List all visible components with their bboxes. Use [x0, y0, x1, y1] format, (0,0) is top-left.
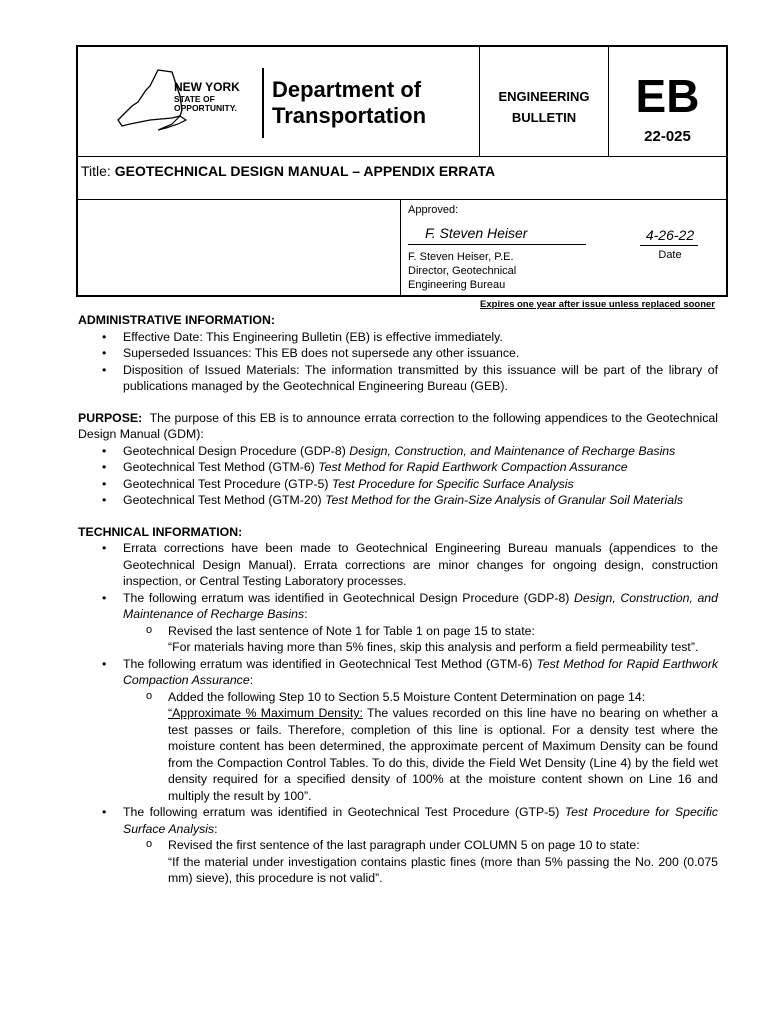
- sub-item-lead: o Revised the last sentence of Note 1 for Table 1 on page 15 to state:: [168, 623, 535, 638]
- logo-opportunity: OPPORTUNITY.: [174, 103, 237, 113]
- sub-item-quote: “For materials having more than 5% fines, skip this analysis and perform a field permeability test”.: [168, 640, 699, 654]
- list-item: [78, 443, 718, 460]
- divider: [76, 156, 728, 157]
- sub-item-quote: [168, 705, 718, 804]
- title-row: [81, 163, 495, 179]
- purpose-list: [78, 443, 718, 509]
- list-item: [78, 476, 718, 493]
- admin-heading: ADMINISTRATIVE INFORMATION:: [78, 313, 275, 327]
- list-item: [78, 459, 718, 476]
- eb-number: 22-025: [644, 128, 691, 145]
- purpose-text: The purpose of this EB is to announce errata correction to the following appendices to the Geotechnical Design Manual (GDM):: [78, 410, 718, 441]
- sub-item-quote: “If the material under investigation contains plastic fines (more than 5% passing the No. 200 (0.075 mm) sieve), this procedure is not valid”.: [168, 854, 718, 885]
- date-label: Date: [658, 249, 682, 261]
- item-suffix: :: [304, 607, 308, 621]
- signature-line: [408, 244, 586, 245]
- sub-list-item: [78, 623, 718, 656]
- eb-label: EB: [635, 70, 700, 122]
- signer-title1: Director, Geotechnical: [408, 265, 517, 277]
- list-item: [78, 492, 718, 509]
- dept-line1: Department of: [272, 77, 422, 102]
- date-line: [640, 245, 698, 246]
- item-prefix: The following erratum was identified in Geotechnical Design Procedure (GDP-8): [123, 590, 575, 605]
- title-value: GEOTECHNICAL DESIGN MANUAL – APPENDIX ERRATA: [114, 163, 496, 179]
- approval-date: 4-26-22: [645, 227, 695, 243]
- item-suffix: :: [214, 821, 218, 836]
- sub-item-lead: o Revised the first sentence of the last paragraph under COLUMN 5 on page 10 to state:: [168, 838, 640, 852]
- signature: F. Steven Heiser: [425, 225, 528, 241]
- logo-separator: [262, 68, 264, 138]
- item-title: Test Method for Rapid Earthwork Compaction Assurance: [123, 656, 718, 687]
- list-item: • Effective Date: This Engineering Bulletin (EB) is effective immediately.: [78, 329, 718, 346]
- divider: [400, 199, 401, 297]
- list-item: • Errata corrections have been made to Geotechnical Engineering Bureau manuals (appendices to the Geotechnical Design Manual). Errata corrections are minor changes for ongoing design, construction inspection, or Central Testing Laboratory processes.: [78, 540, 718, 590]
- signer-name: F. Steven Heiser, P.E.: [408, 251, 514, 263]
- item-prefix: The following erratum was identified in Geotechnical Test Procedure (GTP-5): [123, 805, 565, 819]
- item-prefix: Geotechnical Test Procedure (GTP-5): [123, 476, 332, 491]
- engineering-label: ENGINEERING: [498, 89, 590, 104]
- admin-list: [78, 329, 718, 395]
- item-prefix: Geotechnical Design Procedure (GDP-8): [123, 443, 350, 458]
- item-title: Test Procedure for Specific Surface Analysis: [331, 476, 574, 491]
- sub-list-item: [78, 837, 718, 887]
- logo-state-of: STATE OF: [174, 94, 215, 104]
- sub-item-lead: o Added the following Step 10 to Section 5.5 Moisture Content Determination on page 14:: [168, 689, 646, 704]
- item-title: Test Procedure for Specific Surface Analysis: [123, 805, 718, 836]
- expires-note: Expires one year after issue unless replaced sooner: [480, 299, 715, 310]
- title-label: Title:: [81, 163, 115, 179]
- item-title: Design, Construction, and Maintenance of Recharge Basins: [123, 590, 718, 621]
- item-suffix: :: [249, 673, 254, 687]
- item-title: Design, Construction, and Maintenance of Recharge Basins: [349, 443, 676, 458]
- divider: [76, 199, 728, 200]
- list-item: [78, 804, 718, 837]
- purpose-paragraph: [78, 410, 718, 443]
- list-item: • Disposition of Issued Materials: The information transmitted by this issuance will be part of the library of publications managed by the Geotechnical Engineering Bureau (GEB).: [78, 362, 718, 395]
- technical-heading: TECHNICAL INFORMATION:: [78, 524, 243, 539]
- dept-line2: Transportation: [272, 103, 427, 128]
- purpose-heading: PURPOSE:: [78, 410, 143, 425]
- list-item: [78, 590, 718, 623]
- item-title: Test Method for Rapid Earthwork Compaction Assurance: [318, 460, 628, 474]
- document-body: [78, 312, 718, 887]
- technical-list: [78, 540, 718, 887]
- item-prefix: Geotechnical Test Method (GTM-6): [123, 460, 319, 474]
- list-item: • Superseded Issuances: This EB does not supersede any other issuance.: [78, 345, 718, 362]
- sub-list-item: [78, 689, 718, 805]
- item-prefix: The following erratum was identified in Geotechnical Test Method (GTM-6): [123, 656, 537, 671]
- item-title: Test Method for the Grain-Size Analysis of Granular Soil Materials: [325, 493, 683, 507]
- item-prefix: Geotechnical Test Method (GTM-20): [123, 493, 326, 507]
- list-item: [78, 656, 718, 689]
- bulletin-label: BULLETIN: [511, 110, 577, 125]
- approved-label: Approved:: [408, 204, 459, 216]
- signer-title2: Engineering Bureau: [408, 279, 506, 291]
- sub-item-text: The values recorded on this line have no bearing on whether a test passes or fails. Therefore, completion of this line is optional. For a density test where the moisture content has been determined, the approximate percent of Maximum Density can be found from the Compaction Control Tables. To do this, divide the Field Wet Density (Line 4) by the field wet density required for a specified density of 100% at the moisture content shown on Line 16 and multiply the result by 100”.: [168, 706, 718, 803]
- logo-new-york: NEW YORK: [174, 80, 240, 94]
- underlined-term: “Approximate % Maximum Density:: [168, 706, 363, 720]
